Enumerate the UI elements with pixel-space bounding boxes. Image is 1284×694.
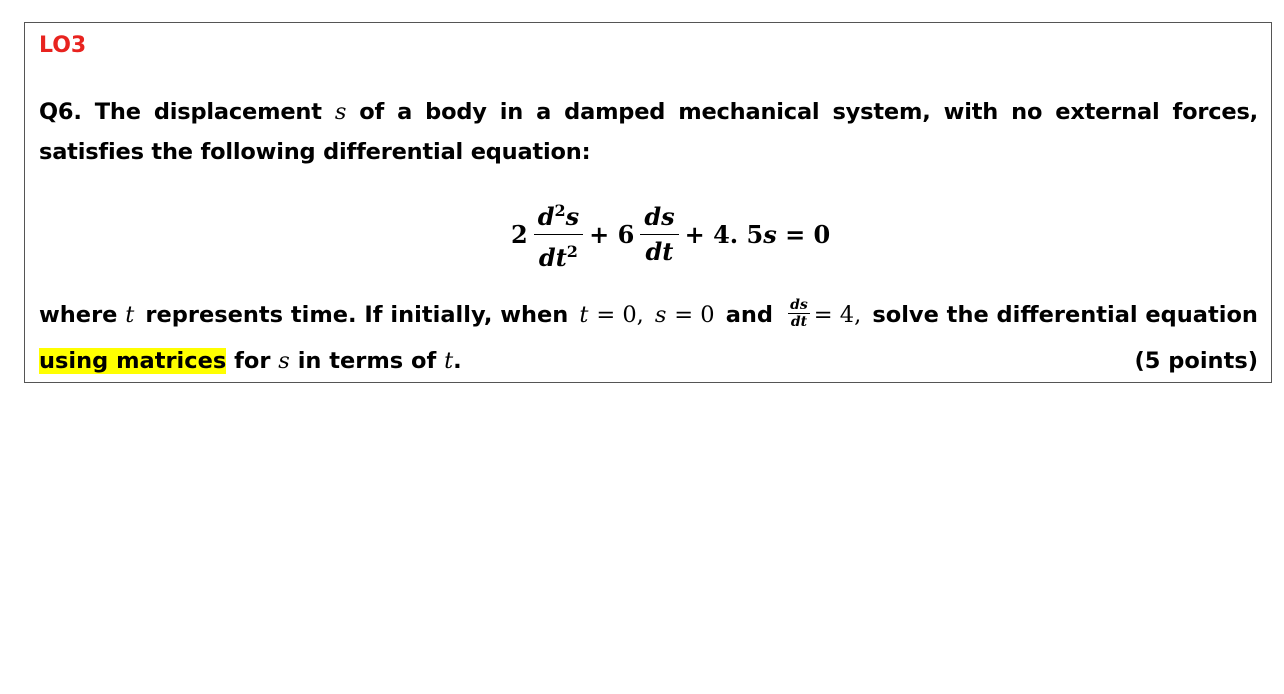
intro-var-s: s [334, 99, 347, 125]
learning-outcome-label: LO3 [39, 33, 87, 58]
condition-s: s = 0 [654, 302, 715, 328]
word-where: where t [39, 302, 135, 328]
condition-line [39, 291, 1258, 339]
question-intro [39, 92, 1258, 172]
intro-prefix: Q6. The displacement [39, 99, 322, 125]
intro-rest: of a body in a damped mechanical system, with no external forces, satisfies the following differential equation: [39, 99, 1258, 165]
eq-first-derivative [640, 202, 678, 267]
text-solve: solve the differential equation [872, 302, 1258, 328]
instruction-line [39, 342, 1258, 380]
word-and: and [725, 302, 774, 328]
condition-ds: $\frac{ds}{dt}$ = 4, [790, 296, 862, 330]
condition-t: t = 0, [579, 302, 644, 328]
highlighted-using-matrices: using matrices [39, 348, 227, 374]
frac2-numerator: ds [640, 202, 678, 235]
frac1-denominator: $dt^2$ [538, 241, 578, 272]
instruction-text: using matrices for s in terms of t. [39, 348, 462, 374]
eq-second-derivative [534, 196, 583, 273]
differential-equation [509, 199, 832, 272]
eq-coef1: 2 [511, 219, 528, 249]
text-represents: represents time. If initially, when [145, 302, 569, 328]
frac1-numerator: $d^2s$ [534, 196, 583, 235]
frac2-denominator: dt [645, 236, 674, 266]
question-box [24, 22, 1272, 383]
eq-plus-6: + 6 [589, 219, 635, 249]
points-label: (5 points) [1134, 348, 1258, 374]
eq-rest: + 4. 5s = 0 [684, 219, 831, 249]
